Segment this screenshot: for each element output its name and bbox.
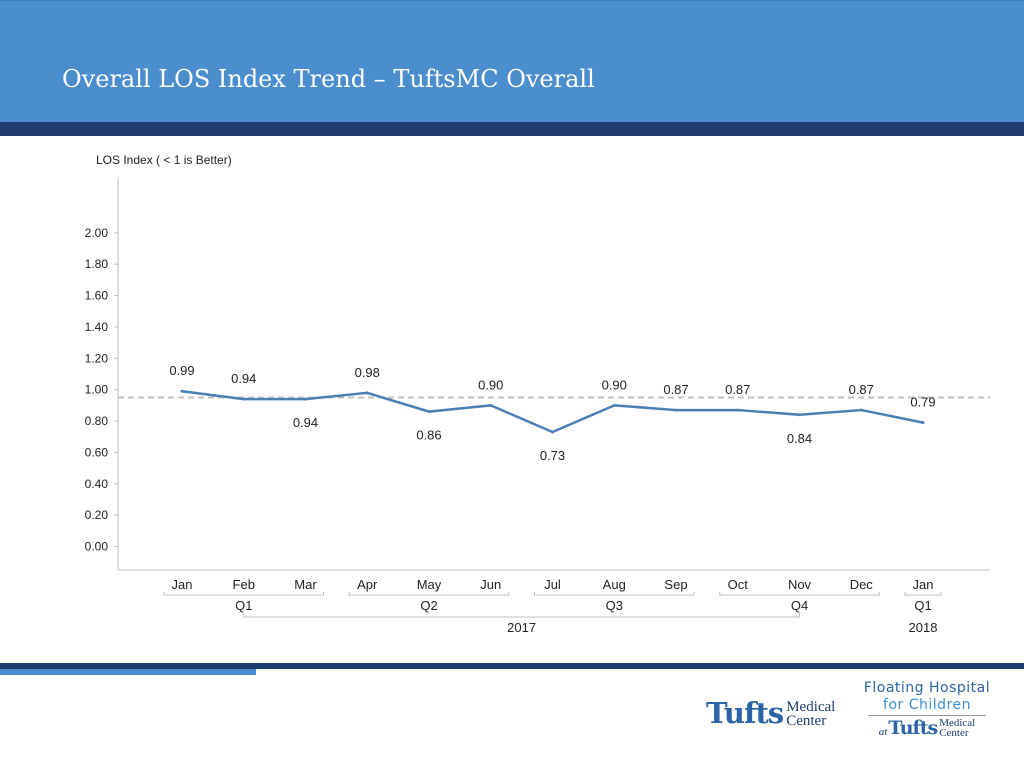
y-tick-label: 0.20 [84, 508, 108, 523]
x-tick-label: Jan [171, 577, 193, 592]
year-bracket [244, 613, 800, 617]
quarter-bracket [720, 592, 880, 595]
data-point [242, 398, 245, 401]
data-point [428, 410, 431, 413]
floating-hospital-logo [862, 680, 992, 746]
floating-logo-subtitle [939, 718, 975, 738]
quarter-label: Q4 [790, 598, 809, 613]
x-tick-label: May [416, 577, 442, 592]
y-tick-label: 1.00 [84, 382, 108, 397]
quarter-bracket [349, 592, 509, 595]
data-point [366, 391, 369, 394]
x-tick-label: Aug [602, 577, 626, 592]
footer-accent [0, 669, 256, 675]
data-label: 0.73 [539, 448, 566, 464]
data-point [613, 404, 616, 407]
tufts-medical-center-logo [706, 696, 835, 728]
y-tick-label: 0.60 [84, 445, 108, 460]
data-label: 0.87 [725, 382, 751, 398]
legend-text: LOS Index ( < 1 is Better) [96, 153, 232, 167]
data-point [181, 390, 184, 393]
y-tick-label: 0.40 [84, 476, 108, 491]
x-tick-label: Sep [664, 577, 688, 592]
tufts-logo-word: Tufts [706, 696, 784, 730]
data-label: 0.87 [663, 382, 689, 398]
quarter-label: Q2 [420, 598, 438, 613]
x-axis-labels [164, 577, 941, 635]
data-label: 0.79 [910, 394, 936, 410]
tufts-logo-center: Center [786, 713, 827, 729]
x-tick-label: Dec [849, 577, 873, 592]
data-label: 0.87 [848, 382, 874, 398]
data-label: 0.94 [292, 415, 319, 431]
floating-logo-center: Center [939, 727, 969, 739]
data-label: 0.94 [231, 371, 257, 387]
quarter-label: Q1 [914, 598, 932, 613]
y-tick-label: 0.80 [84, 414, 108, 429]
header-band [0, 122, 1024, 136]
quarter-bracket [535, 592, 695, 595]
data-label: 0.84 [786, 430, 813, 446]
data-label: 0.90 [478, 377, 504, 393]
slide-header [0, 0, 1024, 123]
y-tick-label: 1.40 [84, 319, 108, 334]
data-label: 0.98 [354, 364, 380, 380]
floating-logo-tufts [862, 718, 992, 738]
data-label: 0.90 [601, 377, 627, 393]
y-axis-ticks [85, 226, 118, 554]
y-tick-label: 1.60 [84, 288, 108, 303]
y-tick-label: 1.80 [84, 257, 108, 272]
floating-logo-line1: Floating Hospital [863, 680, 991, 696]
x-tick-label: Apr [357, 577, 378, 592]
y-tick-label: 1.20 [84, 351, 108, 366]
x-tick-label: Jul [544, 577, 561, 592]
data-label: 0.99 [169, 363, 195, 379]
x-tick-label: Feb [232, 577, 255, 592]
data-label: 0.86 [416, 427, 442, 443]
tufts-logo-medical: Medical [786, 699, 836, 715]
data-point [551, 431, 554, 434]
y-tick-label: 2.00 [84, 225, 108, 240]
quarter-label: Q1 [235, 598, 253, 613]
year-label: 2018 [908, 620, 938, 635]
quarter-label: Q3 [605, 598, 623, 613]
los-index-chart [0, 140, 1024, 645]
data-point [860, 409, 863, 412]
x-tick-label: Jan [912, 577, 934, 592]
quarter-bracket [164, 592, 324, 595]
slide-title: Overall LOS Index Trend – TuftsMC Overall [62, 65, 595, 93]
floating-logo-at: at [878, 726, 888, 738]
data-point [798, 413, 801, 416]
x-tick-label: Nov [787, 577, 812, 592]
floating-logo-medical: Medical [939, 717, 976, 729]
tufts-logo-subtitle [786, 700, 835, 728]
year-label: 2017 [507, 620, 537, 635]
quarter-bracket [905, 592, 941, 595]
x-tick-label: Jun [480, 577, 502, 592]
data-point [736, 409, 739, 412]
y-tick-label: 0.00 [84, 539, 108, 554]
data-point [922, 421, 925, 424]
x-tick-label: Oct [727, 577, 748, 592]
data-point [304, 398, 307, 401]
x-tick-label: Mar [294, 577, 317, 592]
floating-logo-line2: for Children [868, 697, 986, 716]
data-point [675, 409, 678, 412]
data-point [489, 404, 492, 407]
floating-logo-tufts-word: Tufts [888, 717, 938, 739]
